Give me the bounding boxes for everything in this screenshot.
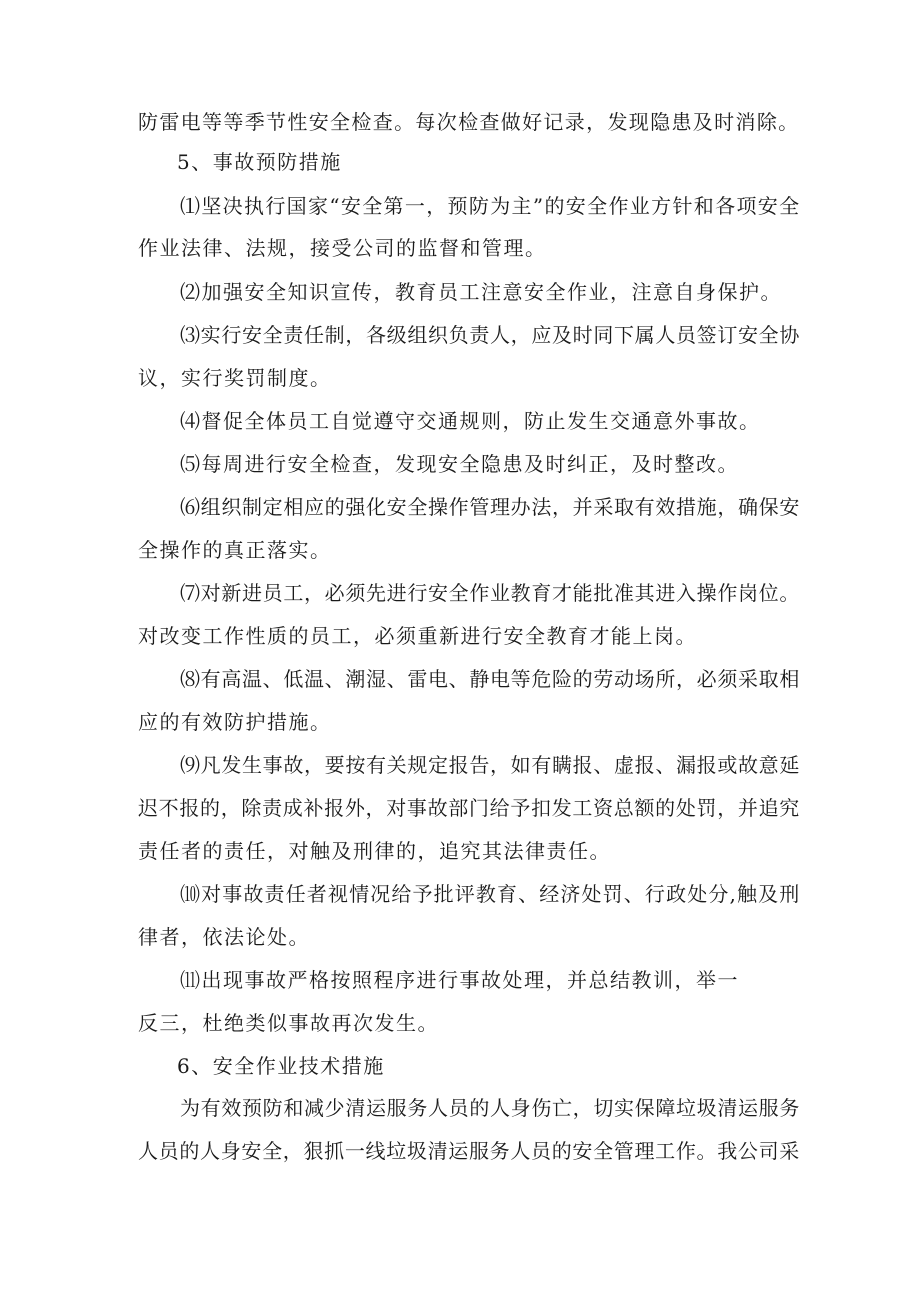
paragraph-line: ⑶实行安全责任制，各级组织负责人，应及时同下属人员签订安全协 bbox=[180, 323, 800, 347]
paragraph-line: ⑺对新进员工，必须先进行安全作业教育才能批准其进入操作岗位。 bbox=[180, 581, 800, 605]
paragraph-line: ⑷督促全体员工自觉遵守交通规则，防止发生交通意外事故。 bbox=[180, 409, 761, 433]
paragraph-line: 责任者的责任，对触及刑律的，追究其法律责任。 bbox=[138, 839, 611, 863]
paragraph-line: ⑾出现事故严格按照程序进行事故处理，并总结教训，举一 bbox=[180, 968, 739, 992]
paragraph-line: 议，实行奖罚制度。 bbox=[138, 366, 332, 390]
paragraph-line: ⑹组织制定相应的强化安全操作管理办法，并采取有效措施，确保安 bbox=[180, 495, 800, 519]
paragraph-line: 全操作的真正落实。 bbox=[138, 538, 332, 562]
paragraph-line: ⑸每周进行安全检查，发现安全隐患及时纠正，及时整改。 bbox=[180, 452, 739, 476]
paragraph-line: 应的有效防护措施。 bbox=[138, 710, 332, 734]
paragraph-line: ⑵加强安全知识宣传，教育员工注意安全作业，注意自身保护。 bbox=[180, 280, 782, 304]
paragraph-line: ⑴坚决执行国家“安全第一，预防为主”的安全作业方针和各项安全 bbox=[180, 194, 801, 218]
paragraph-line: 作业法律、法规，接受公司的监督和管理。 bbox=[138, 236, 547, 260]
paragraph-line: 人员的人身安全，狠抓一线垃圾清运服务人员的安全管理工作。我公司采 bbox=[138, 1139, 800, 1163]
paragraph-line: 迟不报的，除责成补报外，对事故部门给予扣发工资总额的处罚，并追究 bbox=[138, 796, 800, 820]
paragraph-line: 为有效预防和减少清运服务人员的人身伤亡，切实保障垃圾清运服务 bbox=[180, 1096, 800, 1120]
paragraph-line: 防雷电等等季节性安全检查。每次检查做好记录，发现隐患及时消除。 bbox=[138, 110, 800, 134]
section-heading: 5、事故预防措施 bbox=[177, 150, 342, 174]
paragraph-line: ⑻有高温、低温、潮湿、雷电、静电等危险的劳动场所，必须采取相 bbox=[180, 667, 800, 691]
section-heading: 6、安全作业技术措施 bbox=[177, 1054, 385, 1078]
paragraph-line: 反三，杜绝类似事故再次发生。 bbox=[138, 1011, 439, 1035]
paragraph-line: 对改变工作性质的员工，必须重新进行安全教育才能上岗。 bbox=[138, 624, 697, 648]
paragraph-line: ⑽对事故责任者视情况给予批评教育、经济处罚、行政处分,触及刑 bbox=[180, 882, 801, 906]
paragraph-line: 律者，依法论处。 bbox=[138, 925, 310, 949]
paragraph-line: ⑼凡发生事故，要按有关规定报告，如有瞒报、虚报、漏报或故意延 bbox=[180, 753, 800, 777]
